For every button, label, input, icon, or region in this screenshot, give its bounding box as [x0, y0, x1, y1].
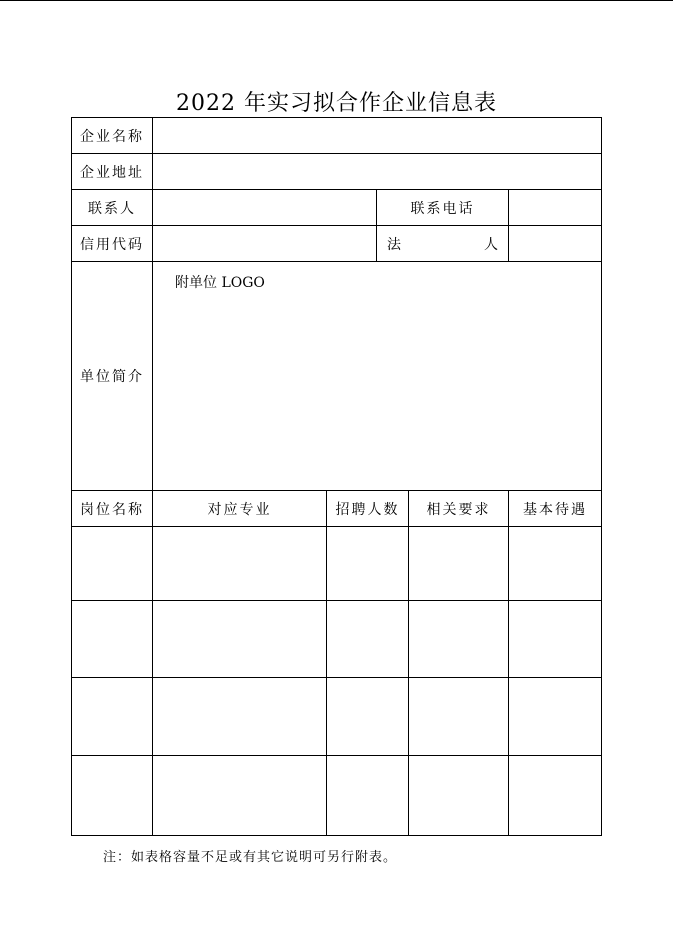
company-name-field[interactable]	[153, 118, 602, 154]
top-rule	[0, 0, 673, 1]
cell-major[interactable]	[153, 601, 327, 678]
legal-rep-field[interactable]	[509, 226, 602, 262]
page-title: 2022 年实习拟合作企业信息表	[176, 91, 497, 116]
row-company-name	[72, 118, 602, 154]
cell-position-name[interactable]	[72, 678, 153, 756]
legal-rep-label-char-2: 人	[484, 236, 498, 253]
credit-code-field[interactable]	[153, 226, 377, 262]
legal-rep-label	[377, 226, 509, 262]
company-info-table	[71, 117, 602, 836]
cell-position-name[interactable]	[72, 601, 153, 678]
cell-benefits[interactable]	[509, 678, 602, 756]
cell-requirements[interactable]	[409, 601, 509, 678]
cell-major[interactable]	[153, 678, 327, 756]
intro-label: 单位简介	[72, 262, 153, 491]
cell-headcount[interactable]	[327, 756, 409, 836]
cell-headcount[interactable]	[327, 527, 409, 601]
positions-header-row	[72, 491, 602, 527]
contact-phone-field[interactable]	[509, 190, 602, 226]
row-intro	[72, 262, 602, 491]
cell-benefits[interactable]	[509, 527, 602, 601]
intro-field[interactable]	[153, 262, 602, 491]
cell-position-name[interactable]	[72, 527, 153, 601]
header-major: 对应专业	[153, 491, 327, 527]
company-address-label: 企业地址	[72, 154, 153, 190]
cell-benefits[interactable]	[509, 601, 602, 678]
contact-person-label: 联系人	[72, 190, 153, 226]
credit-code-label: 信用代码	[72, 226, 153, 262]
cell-headcount[interactable]	[327, 678, 409, 756]
contact-person-field[interactable]	[153, 190, 377, 226]
company-address-field[interactable]	[153, 154, 602, 190]
cell-major[interactable]	[153, 756, 327, 836]
intro-logo-hint: 附单位 LOGO	[175, 275, 265, 291]
table-row	[72, 678, 602, 756]
legal-rep-label-char-1: 法	[387, 236, 401, 253]
table-row	[72, 756, 602, 836]
table-row	[72, 527, 602, 601]
cell-major[interactable]	[153, 527, 327, 601]
cell-requirements[interactable]	[409, 756, 509, 836]
row-company-address	[72, 154, 602, 190]
cell-requirements[interactable]	[409, 527, 509, 601]
header-position-name: 岗位名称	[72, 491, 153, 527]
header-headcount: 招聘人数	[327, 491, 409, 527]
row-credit	[72, 226, 602, 262]
header-requirements: 相关要求	[409, 491, 509, 527]
contact-phone-label: 联系电话	[377, 190, 509, 226]
company-name-label: 企业名称	[72, 118, 153, 154]
cell-requirements[interactable]	[409, 678, 509, 756]
row-contact	[72, 190, 602, 226]
footnote: 注：如表格容量不足或有其它说明可另行附表。	[103, 850, 398, 865]
header-benefits: 基本待遇	[509, 491, 602, 527]
cell-headcount[interactable]	[327, 601, 409, 678]
table-row	[72, 601, 602, 678]
cell-position-name[interactable]	[72, 756, 153, 836]
cell-benefits[interactable]	[509, 756, 602, 836]
